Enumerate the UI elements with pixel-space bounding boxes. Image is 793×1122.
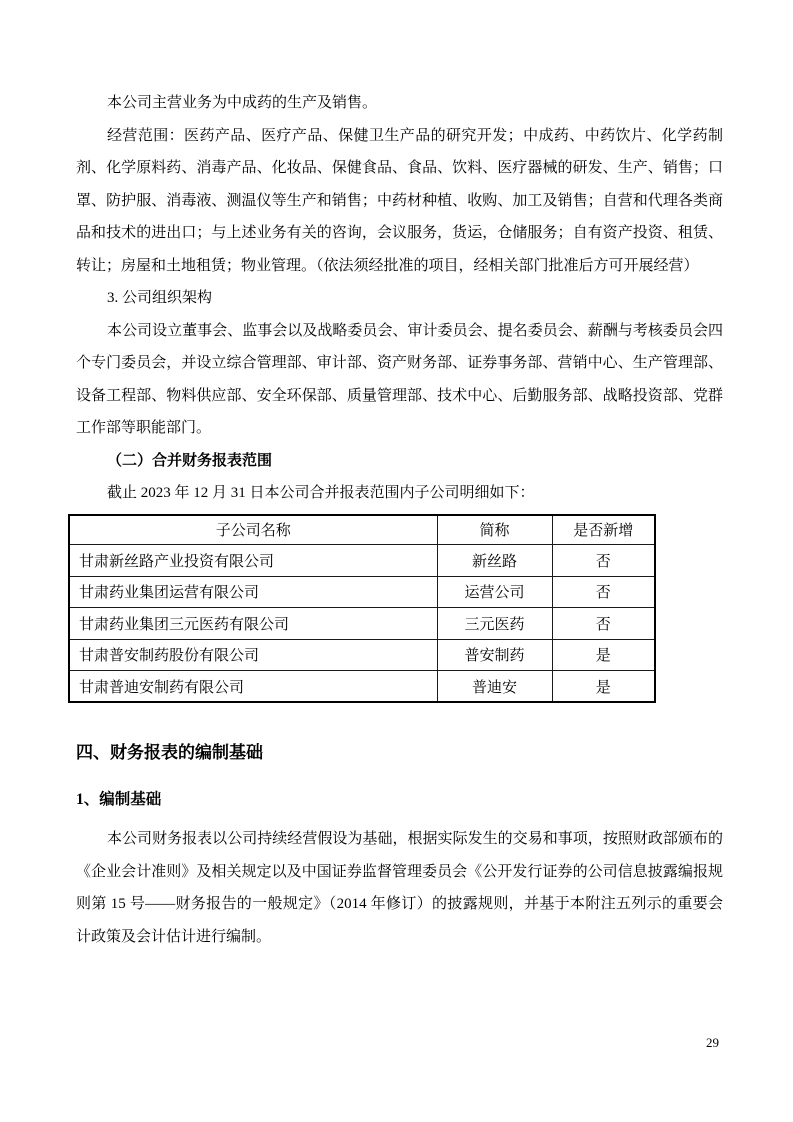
is-new-cell: 否 xyxy=(552,576,655,608)
abbreviation-cell: 新丝路 xyxy=(437,545,552,577)
abbreviation-cell: 普安制药 xyxy=(437,639,552,671)
heading-org-structure: 3. 公司组织架构 xyxy=(107,290,213,306)
para-business-scope: 经营范围：医药产品、医疗产品、保健卫生产品的研究开发；中成药、中药饮片、化学药制剂、化学原料药、消毒产品、化妆品、保健食品、食品、饮料、医疗器械的研发、生产、销售；口罩、防护服、消毒液、测温仪等生产和销售；中药材种植、收购、加工及销售；自营和代理各类商品和技术的进出口；与上述业务有关的咨询，会议服务，货运，仓储服务；自有资产投资、租赁、转让；房屋和土地租赁；物业管理。（依法须经批准的项目，经相关部门批准后方可开展经营） xyxy=(76,127,723,274)
heading-consolidation-scope: （二）合并财务报表范围 xyxy=(107,452,273,469)
page-number: 29 xyxy=(706,1035,719,1050)
subsidiary-name-cell: 甘肃药业集团三元医药有限公司 xyxy=(69,608,437,640)
is-new-cell: 否 xyxy=(552,608,655,640)
para-main-business: 本公司主营业务为中成药的生产及销售。 xyxy=(107,95,378,111)
para-consolidation-intro: 截止 2023 年 12 月 31 日本公司合并报表范围内子公司明细如下： xyxy=(107,485,535,501)
page-content xyxy=(76,87,723,953)
heading-basis-section: 四、财务报表的编制基础 xyxy=(76,743,263,762)
is-new-cell: 是 xyxy=(552,639,655,671)
table-row xyxy=(69,545,655,577)
column-header-subsidiary-name: 子公司名称 xyxy=(69,515,437,545)
column-header-abbreviation: 简称 xyxy=(437,515,552,545)
is-new-cell: 是 xyxy=(552,671,655,703)
abbreviation-cell: 运营公司 xyxy=(437,576,552,608)
table-row xyxy=(69,639,655,671)
para-basis: 本公司财务报表以公司持续经营假设为基础，根据实际发生的交易和事项，按照财政部颁布的《企业会计准则》及相关规定以及中国证券监督管理委员会《公开发行证券的公司信息披露编报规则第 15 号——财务报告的一般规定》（2014 年修订）的披露规则，并基于本附注五列示的重要会计政策及会计估计进行编制。 xyxy=(76,831,723,945)
abbreviation-cell: 普迪安 xyxy=(437,671,552,703)
abbreviation-cell: 三元医药 xyxy=(437,608,552,640)
heading-basis-sub: 1、编制基础 xyxy=(76,791,162,808)
subsidiary-name-cell: 甘肃新丝路产业投资有限公司 xyxy=(69,545,437,577)
subsidiaries-table xyxy=(68,514,656,704)
subsidiary-name-cell: 甘肃普安制药股份有限公司 xyxy=(69,639,437,671)
table-row xyxy=(69,576,655,608)
para-org-structure: 本公司设立董事会、监事会以及战略委员会、审计委员会、提名委员会、薪酬与考核委员会四个专门委员会，并设立综合管理部、审计部、资产财务部、证券事务部、营销中心、生产管理部、设备工程部、物料供应部、安全环保部、质量管理部、技术中心、后勤服务部、战略投资部、党群工作部等职能部门。 xyxy=(76,322,723,436)
is-new-cell: 否 xyxy=(552,545,655,577)
table-header-row xyxy=(69,515,655,545)
subsidiary-name-cell: 甘肃药业集团运营有限公司 xyxy=(69,576,437,608)
subsidiary-name-cell: 甘肃普迪安制药有限公司 xyxy=(69,671,437,703)
column-header-is-new: 是否新增 xyxy=(552,515,655,545)
table-row xyxy=(69,608,655,640)
table-row xyxy=(69,671,655,703)
